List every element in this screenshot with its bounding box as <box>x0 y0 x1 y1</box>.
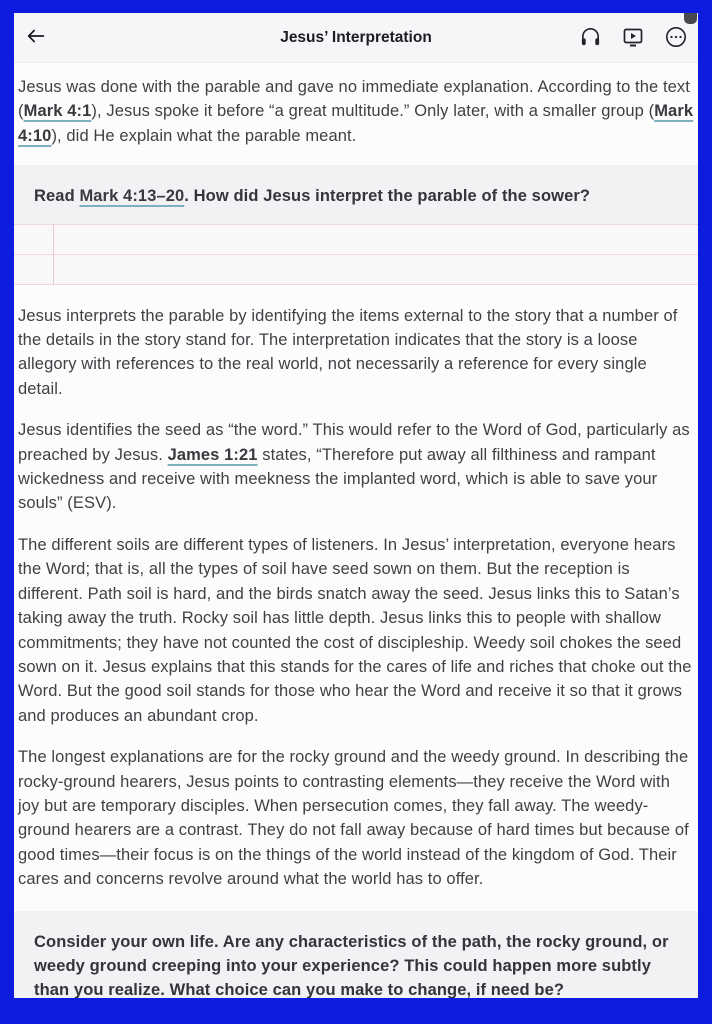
paragraph-1 <box>14 75 698 148</box>
answer-line[interactable] <box>14 255 698 285</box>
text-run: ), did He explain what the parable meant. <box>51 126 357 145</box>
audio-button[interactable] <box>576 24 604 52</box>
page-title: Jesus’ Interpretation <box>280 28 432 46</box>
link-mark-4-10[interactable]: Mark 4:10 <box>18 102 694 145</box>
headphones-icon <box>579 25 602 51</box>
ellipsis-circle-icon <box>664 25 688 52</box>
question-block-2 <box>14 911 698 998</box>
app-screen <box>14 13 698 998</box>
video-player-icon <box>621 25 645 52</box>
answer-area-1[interactable] <box>14 224 698 285</box>
question-text-2: Consider your own life. Are any characteristics of the path, the rocky ground, or weedy ground creeping into your experience? This could happen more subtly than you realize. What choice can you make to change, if need be? <box>14 911 698 998</box>
header-actions <box>576 13 690 63</box>
reading-pane <box>14 63 698 998</box>
paragraph-2: Jesus interprets the parable by identifying the items external to the story that a number of the details in the story stand for. The interpretation indicates that the story is a loose allegory with references to the real world, not necessarily a reference for every single detail. <box>18 306 678 398</box>
text-run: ), Jesus spoke it before “a great multitude.” Only later, with a smaller group ( <box>91 102 655 121</box>
text-run: Read <box>34 187 80 206</box>
paragraph-3 <box>14 418 698 516</box>
link-mark-4-1[interactable]: Mark 4:1 <box>23 102 92 121</box>
back-button[interactable] <box>14 13 58 63</box>
more-options-button[interactable] <box>662 24 690 52</box>
paragraph-4: The different soils are different types of listeners. In Jesus’ interpretation, everyone hears the Word; that is, all the types of soil have seed sown on them. But the reception is different. Path soil is hard, and the birds snatch away the seed. Jesus links this to Satan’s taking away the truth. Rocky soil has little depth. Jesus links this to people with shallow commitments; they have not counted the cost of discipleship. Weedy soil chokes the seed sown on it. Jesus explains that this stands for the cares of life and riches that choke out the Word. But the good soil stands for those who hear the Word and receive it so that it grows and produces an abundant crop. <box>18 535 692 725</box>
text-run: states, “Therefore put away all filthiness and rampant wickedness and receive with meekness the implanted word, which is able to save your souls” (ESV). <box>18 445 658 513</box>
link-mark-4-13-20[interactable]: Mark 4:13–20 <box>79 187 185 206</box>
question-text-1 <box>14 165 698 223</box>
link-james-1-21[interactable]: James 1:21 <box>167 445 258 464</box>
paragraph-5: The longest explanations are for the rocky ground and the weedy ground. In describing the rocky-ground hearers, Jesus points to contrasting elements—they receive the Word with joy but are temporary disciples. When persecution comes, they fall away. The weedy-ground hearers are a contrast. They do not fall away because of hard times but because of good times—their focus is on the things of the world instead of the kingdom of God. Their cares and concerns revolve around what the world has to offer. <box>18 748 689 889</box>
back-arrow-icon <box>25 25 47 50</box>
scrollbar-thumb[interactable] <box>684 13 697 24</box>
video-button[interactable] <box>619 24 647 52</box>
question-block-1 <box>14 165 698 284</box>
answer-line[interactable] <box>14 225 698 255</box>
text-run: Jesus identifies the seed as “the word.” This would refer to the Word of God, particularly as preached by Jesus. <box>18 421 690 464</box>
text-run: Jesus was done with the parable and gave no immediate explanation. According to the text ( <box>18 78 690 121</box>
header-bar <box>14 13 698 63</box>
text-run: . How did Jesus interpret the parable of the sower? <box>184 187 591 206</box>
